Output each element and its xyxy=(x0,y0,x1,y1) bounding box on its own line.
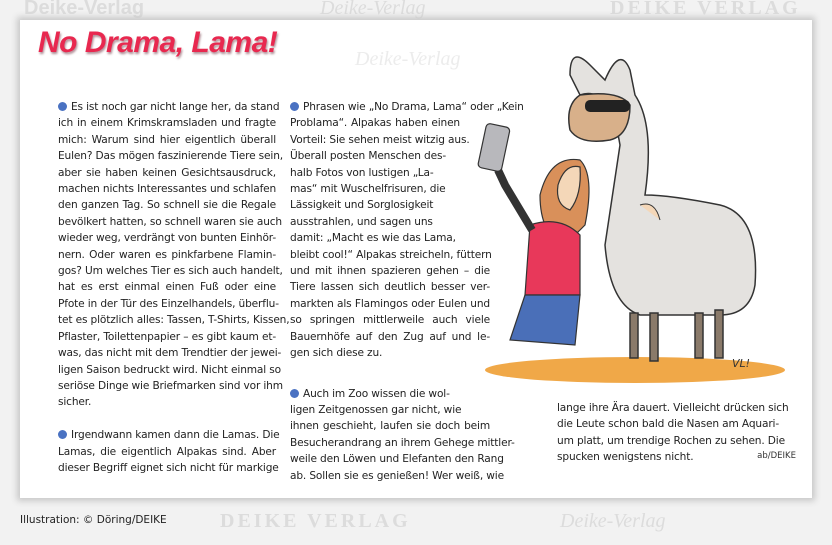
text-line-content: Lässigkeit und Sorglosigkeit xyxy=(290,199,434,212)
text-line xyxy=(557,449,779,465)
text-line-content: tet es plötzlich alles: Tassen, T-Shirts, Kissen, xyxy=(58,314,290,327)
text-line-content: ihnen geschieht, laufen sie doch beim xyxy=(290,420,490,433)
text-line-content: halb Fotos von lustigen „La- xyxy=(290,166,434,179)
text-line xyxy=(58,279,276,295)
smartphone-icon xyxy=(477,123,510,172)
text-line xyxy=(290,451,504,467)
text-line-content: damit: „Macht es wie das Lama, xyxy=(290,232,456,245)
text-line-content: aber sie haben keinen Gesichtsausdruck, xyxy=(58,166,276,179)
text-line-content: die Leute schon bald die Nasen am Aquari- xyxy=(557,418,779,431)
text-line-content: so springen mittlerweile auch viele xyxy=(290,314,490,327)
text-line-content: Vorteil: Sie sehen meist witzig aus. xyxy=(290,133,470,146)
text-line-content: ab. Sollen sie es genießen! Wer weiß, wie xyxy=(290,469,504,482)
text-line-content: wieder weg, verdrängt von bunten Einhör- xyxy=(58,232,277,245)
llama-leg xyxy=(715,310,723,358)
text-line-content: Es ist noch gar nicht lange her, da stand xyxy=(71,101,280,113)
watermark: Deike-Verlag xyxy=(560,510,666,532)
text-line-content: markten als Flamingos oder Eulen und xyxy=(290,297,490,310)
text-line xyxy=(557,416,779,432)
watermark: Deike-Verlag xyxy=(24,0,145,19)
text-line-content: Tiere lassen sich deutlich besser ver- xyxy=(290,281,490,294)
text-line xyxy=(290,247,490,263)
watermark: DEIKE VERLAG xyxy=(220,510,411,532)
text-line xyxy=(58,312,290,328)
text-line-content: machen nichts Interessantes und schlafen xyxy=(58,183,277,196)
text-line-content: gos? Um welches Tier es sich auch handelt, xyxy=(58,265,283,278)
text-line-content: ligen Zeitgenossen gar nicht, wie xyxy=(290,403,462,416)
text-line-content: Lamas, die eigentlich Alpakas sind. Aber xyxy=(58,445,276,458)
text-line-content: weile den Löwen und Elefanten den Rang xyxy=(290,453,504,466)
bullet-icon xyxy=(290,389,299,398)
text-line-content: gen sich diese zu. xyxy=(290,347,383,360)
text-line-content: sicher. xyxy=(58,396,92,409)
text-line xyxy=(290,312,490,328)
text-line xyxy=(58,263,283,279)
artist-signature: VL! xyxy=(732,357,751,370)
text-line xyxy=(290,329,490,345)
text-line xyxy=(58,296,279,312)
text-line xyxy=(58,99,280,115)
text-line xyxy=(290,148,446,164)
text-line xyxy=(58,197,276,213)
text-line xyxy=(290,165,434,181)
bullet-icon xyxy=(58,102,67,111)
text-line xyxy=(58,329,276,345)
article-title: No Drama, Lama! xyxy=(38,26,278,59)
text-line xyxy=(58,165,276,181)
text-line xyxy=(58,362,281,378)
llama-selfie-illustration xyxy=(470,45,800,385)
text-line xyxy=(290,132,470,148)
text-line xyxy=(58,148,283,164)
bullet-icon xyxy=(290,102,299,111)
woman-skirt xyxy=(510,295,580,345)
woman-arm xyxy=(498,170,532,230)
text-line-content: um platt, um trendige Rochen zu sehen. Die xyxy=(557,434,785,447)
column-3 xyxy=(557,400,789,466)
text-line-content: lange ihre Ära dauert. Vielleicht drücken sich xyxy=(557,402,789,414)
text-line-content: Besucherandrang an ihrem Gehege mittler- xyxy=(290,436,515,449)
text-line-content: spucken wenigstens nicht. xyxy=(557,451,694,464)
text-line xyxy=(290,418,490,434)
text-line-content: mich: Warum sind hier eigentlich überall xyxy=(58,133,276,146)
text-line-content: dieser Begriff eignet sich nicht für markige xyxy=(58,461,279,474)
text-line xyxy=(58,132,276,148)
text-line-content: Bauernhöfe auf den Zug auf und le- xyxy=(290,330,490,343)
text-line-content: ich in einem Krimskramsladen und fragte xyxy=(58,117,276,130)
text-line xyxy=(58,181,276,197)
text-line xyxy=(557,400,789,416)
text-line xyxy=(58,214,283,230)
text-line-content: und mit ihnen spazieren gehen – die xyxy=(290,265,490,278)
text-line xyxy=(58,460,279,476)
watermark: Deike-Verlag xyxy=(320,0,426,19)
text-line xyxy=(290,181,446,197)
text-line xyxy=(290,345,490,361)
llama-leg xyxy=(695,313,703,358)
illustration-credit: Illustration: © Döring/DEIKE xyxy=(20,514,167,526)
text-line xyxy=(290,386,450,402)
text-line xyxy=(58,345,282,361)
column-1 xyxy=(58,99,290,476)
text-line-content: mas“ mit Wuschelfrisuren, die xyxy=(290,183,446,196)
text-line-content: Eulen? Das mögen faszinierende Tiere sein, xyxy=(58,150,283,163)
text-line xyxy=(58,230,276,246)
llama-leg xyxy=(630,313,638,358)
text-line-content: bevölkert hatten, so schnell waren sie auch xyxy=(58,215,283,228)
author-initials: ab/DEIKE xyxy=(757,451,796,461)
text-line-content: ligen Saison bedruckt wird. Nicht einmal so xyxy=(58,363,281,376)
text-line-content: Auch im Zoo wissen die wol- xyxy=(303,387,450,400)
text-line-content: den ganzen Tag. So schnell sie die Regale xyxy=(58,199,276,212)
text-line-content: Überall posten Menschen des- xyxy=(290,150,446,163)
text-line-content: Irgendwann kamen dann die Lamas. Die xyxy=(71,429,280,442)
llama-leg xyxy=(650,313,658,361)
text-line xyxy=(58,247,276,263)
watermark: Deike-Verlag xyxy=(355,48,461,70)
text-line xyxy=(290,435,515,451)
text-line-content: Problama“. Alpakas haben einen xyxy=(290,117,460,130)
text-line-content: nern. Oder waren es pinkfarbene Flamin- xyxy=(58,248,276,261)
text-line-content: Pfote in der Tür des Einzelhandels, überflu- xyxy=(58,297,279,310)
text-line xyxy=(290,230,456,246)
text-line xyxy=(557,433,785,449)
text-line-content: bleibt cool!“ Alpakas streicheln, füttern xyxy=(290,248,492,261)
text-line-content: Phrasen wie „No Drama, Lama“ oder „Kein xyxy=(303,101,524,113)
text-line xyxy=(58,427,280,443)
text-line xyxy=(58,444,276,460)
text-line xyxy=(58,115,276,131)
text-line xyxy=(290,263,490,279)
text-line xyxy=(58,378,283,394)
bullet-icon xyxy=(58,430,67,439)
text-line xyxy=(290,402,462,418)
text-line xyxy=(290,115,460,131)
sunglasses-icon xyxy=(585,100,630,112)
text-line-content: ausstrahlen, und sagen uns xyxy=(290,215,433,228)
woman-shirt xyxy=(525,222,580,295)
text-line-content: was, das nicht mit dem Trendtier der jewei- xyxy=(58,347,282,360)
text-line-content: seriöse Dinge wie Briefmarken sind vor ihm xyxy=(58,379,283,392)
text-line xyxy=(290,279,490,295)
watermark: DEIKE VERLAG xyxy=(610,0,801,19)
text-line-content: Pflaster, Toilettenpapier – es gibt kaum et- xyxy=(58,330,276,343)
text-line-content: hat es erst einmal einen Fuß oder eine xyxy=(58,281,276,294)
text-line xyxy=(58,394,276,410)
text-line xyxy=(290,296,490,312)
text-line xyxy=(290,468,504,484)
text-line xyxy=(290,197,434,213)
text-line xyxy=(290,214,433,230)
